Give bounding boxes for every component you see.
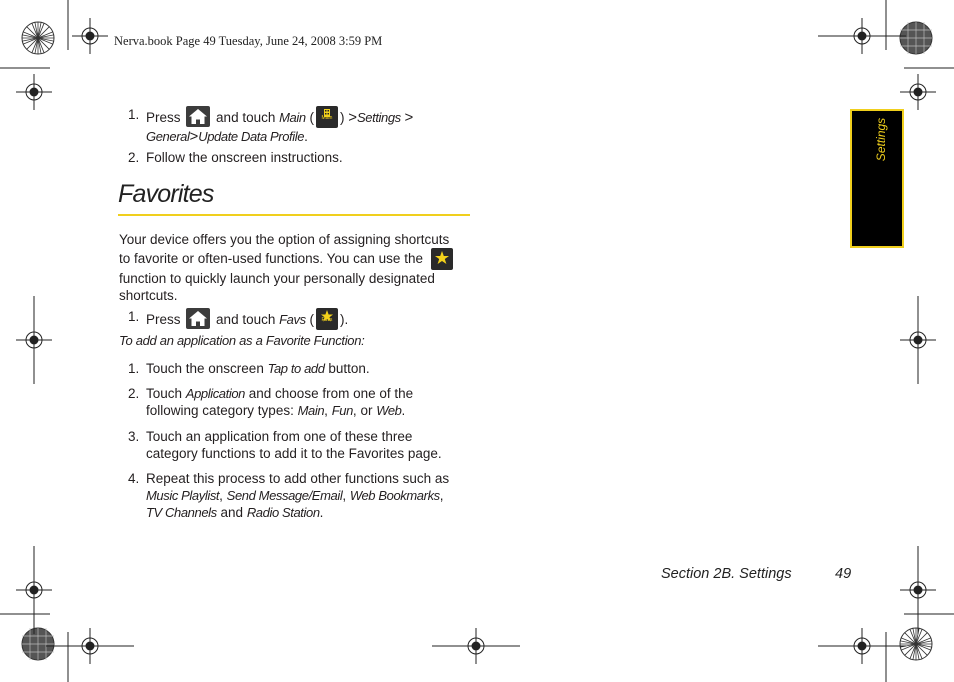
icon-caption: Favs [321,317,333,323]
step-text: Touch the onscreen [146,361,264,376]
step-number: 2. [128,150,140,165]
comma: , [439,488,444,503]
star-icon [431,248,453,270]
step-text: Touch [146,386,183,401]
intro-line [119,248,471,270]
paren: ). [339,312,349,327]
fun-category-label: Fun [331,403,353,418]
paren: ( [309,312,314,327]
radio-station-label: Radio Station [246,505,320,520]
step-text: button. [328,361,370,376]
step-text: Follow the onscreen instructions. [146,150,343,165]
step-text: and touch [216,312,276,327]
subheading: To add an application as a Favorite Function: [119,333,365,348]
web-bookmarks-label: Web Bookmarks [349,488,440,503]
step-text: Touch an application from one of these three [146,429,413,444]
step-text: Repeat this process to add other functions such as [146,471,450,486]
side-tab [850,109,904,248]
step-number: 3. [128,429,140,444]
music-playlist-label: Music Playlist [146,488,220,503]
intro-line: function to quickly launch your personally designated [119,271,435,287]
step-number: 2. [128,386,140,401]
period: . [401,403,406,418]
comma: , [324,403,328,418]
intro-text: to favorite or often-used functions. You can use the [119,251,423,267]
comma: , [352,403,357,418]
step-text: and touch [216,110,276,125]
paren: ) [339,110,345,125]
separator: > [348,109,357,126]
tap-to-add-label: Tap to add [267,361,325,376]
separator: > [404,109,414,126]
footer-section: Section 2B. Settings [661,566,792,582]
comma: , [219,488,223,503]
step-text: Press [146,110,181,125]
home-icon [186,106,210,127]
step-text: following category types: [146,403,294,418]
star-icon [316,308,338,330]
icon-caption: Main [321,115,333,121]
intro-paragraph [119,231,471,305]
step-text: category functions to add it to the Favorites page. [146,446,442,461]
intro-line: shortcuts. [119,288,178,304]
comma: , [342,488,347,503]
tv-channels-label: TV Channels [146,505,217,520]
update-profile-label: Update Data Profile [198,129,305,144]
step-number: 1. [128,361,140,376]
section-title: Favorites [118,180,214,208]
step-text: or [360,403,373,418]
step-text [146,487,476,504]
step-number: 4. [128,471,140,486]
settings-label: Settings [357,110,401,125]
main-category-label: Main [297,403,325,418]
step-text: and [220,505,244,520]
main-label: Main [279,110,306,125]
send-message-label: Send Message/Email [226,488,343,503]
print-header: Nerva.book Page 49 Tuesday, June 24, 2008 3:59 PM [114,34,383,48]
application-label: Application [185,386,245,401]
step-text: Press [146,312,181,327]
step-text: and choose from one of the [248,386,414,401]
favs-label: Favs [279,312,306,327]
step-number: 1. [128,309,140,324]
intro-line: Your device offers you the option of assigning shortcuts [119,232,450,247]
step-text [146,504,476,521]
side-tab-label: Settings [874,117,888,162]
period: . [304,129,308,144]
general-label: General [146,129,190,144]
main-menu-icon [316,106,338,128]
paren: ( [309,110,314,125]
page-number: 49 [835,566,852,582]
step-number: 1. [128,107,140,122]
web-category-label: Web [376,403,402,418]
title-rule [118,214,470,216]
period: . [319,505,324,520]
home-icon [186,308,210,329]
separator: > [189,128,199,145]
